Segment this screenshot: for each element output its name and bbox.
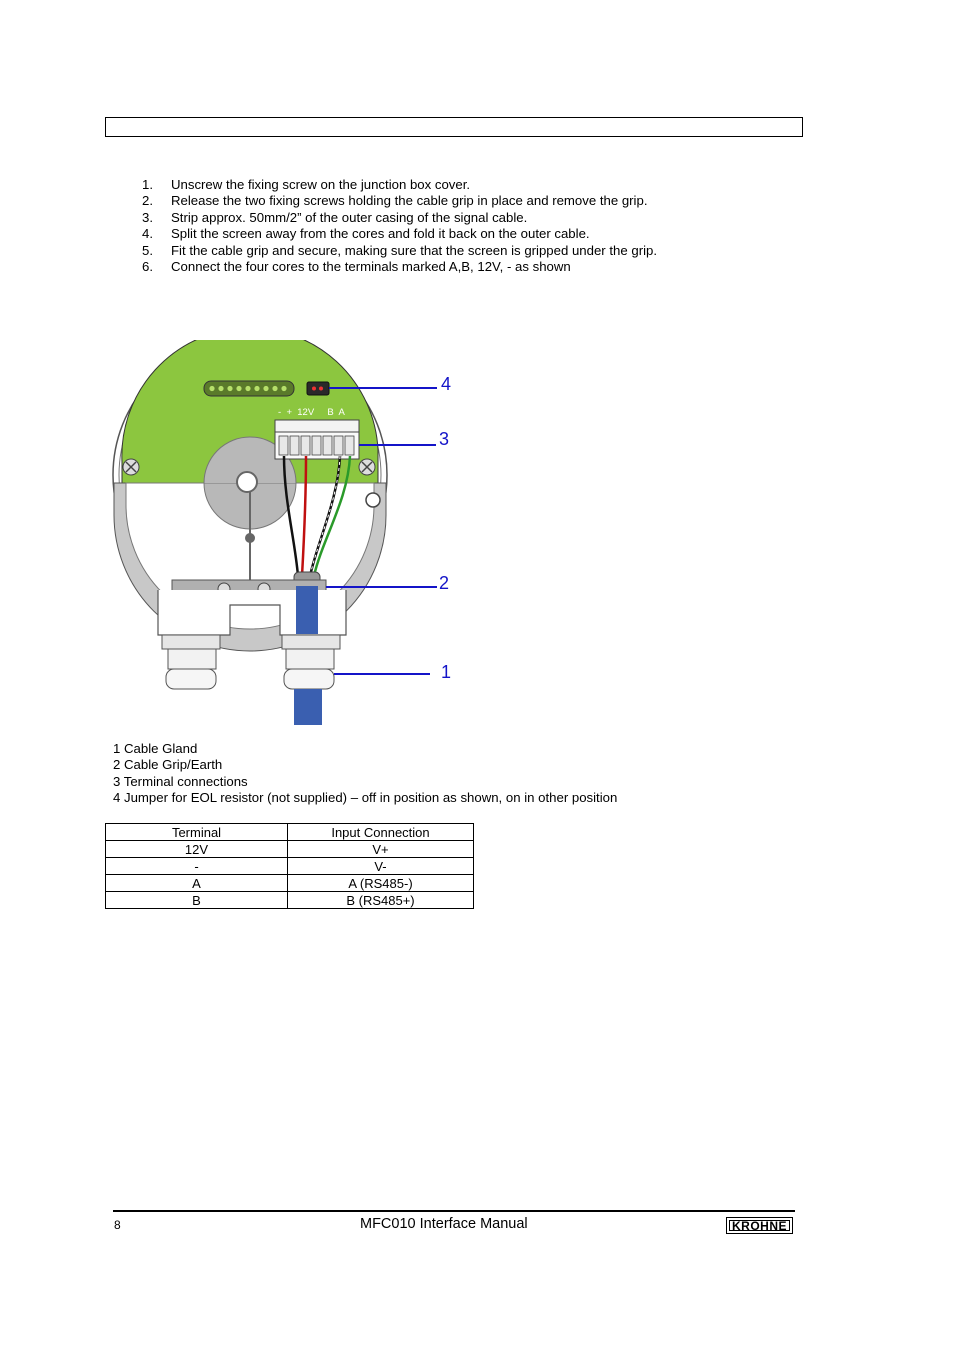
table-cell: A: [106, 875, 288, 892]
krohne-logo: KROHNE: [726, 1217, 793, 1234]
table-row: [106, 858, 474, 875]
table-cell: B: [106, 892, 288, 909]
footer-title: MFC010 Interface Manual: [360, 1216, 528, 1232]
table-cell: B (RS485+): [288, 892, 474, 909]
figure-legend: [113, 741, 617, 807]
table-cell: V-: [288, 858, 474, 875]
table-row: [106, 841, 474, 858]
legend-item: 4 Jumper for EOL resistor (not supplied) – off in position as shown, on in other position: [113, 790, 618, 806]
step-item: 3. Strip approx. 50mm/2” of the outer casing of the signal cable.: [142, 209, 528, 225]
terminal-labels: - + 12V B A: [278, 407, 345, 418]
column-header: Terminal: [106, 824, 288, 841]
header-box: [105, 117, 803, 137]
table-cell: -: [106, 858, 288, 875]
step-item: 6. Connect the four cores to the terminals marked A,B, 12V, - as shown: [142, 259, 571, 275]
step-item: 2. Release the two fixing screws holding the cable grip in place and remove the grip.: [142, 193, 648, 209]
step-item: 5. Fit the cable grip and secure, making sure that the screen is gripped under the grip.: [142, 242, 658, 258]
step-item: 1. Unscrew the fixing screw on the junction box cover.: [142, 177, 471, 192]
table-row: [106, 875, 474, 892]
footer-rule: [113, 1210, 795, 1212]
table-row: [106, 892, 474, 909]
page-number: 8: [114, 1218, 121, 1232]
table-cell: 12V: [106, 841, 288, 858]
legend-item: 1 Cable Gland: [113, 741, 198, 756]
callout-4: 4: [441, 374, 452, 394]
callout-1: 1: [441, 662, 452, 682]
callout-2: 2: [439, 573, 450, 593]
table-cell: V+: [288, 841, 474, 858]
table-header-row: [106, 824, 474, 841]
legend-item: 3 Terminal connections: [113, 773, 248, 789]
terminal-table: [105, 823, 474, 909]
callout-3: 3: [439, 429, 450, 449]
legend-item: 2 Cable Grip/Earth: [113, 757, 223, 773]
column-header: Input Connection: [288, 824, 474, 841]
table-cell: A (RS485-): [288, 875, 474, 892]
step-item: 4. Split the screen away from the cores and fold it back on the outer cable.: [142, 226, 590, 242]
instruction-steps: [142, 177, 657, 275]
junction-box-figure: [100, 340, 480, 735]
